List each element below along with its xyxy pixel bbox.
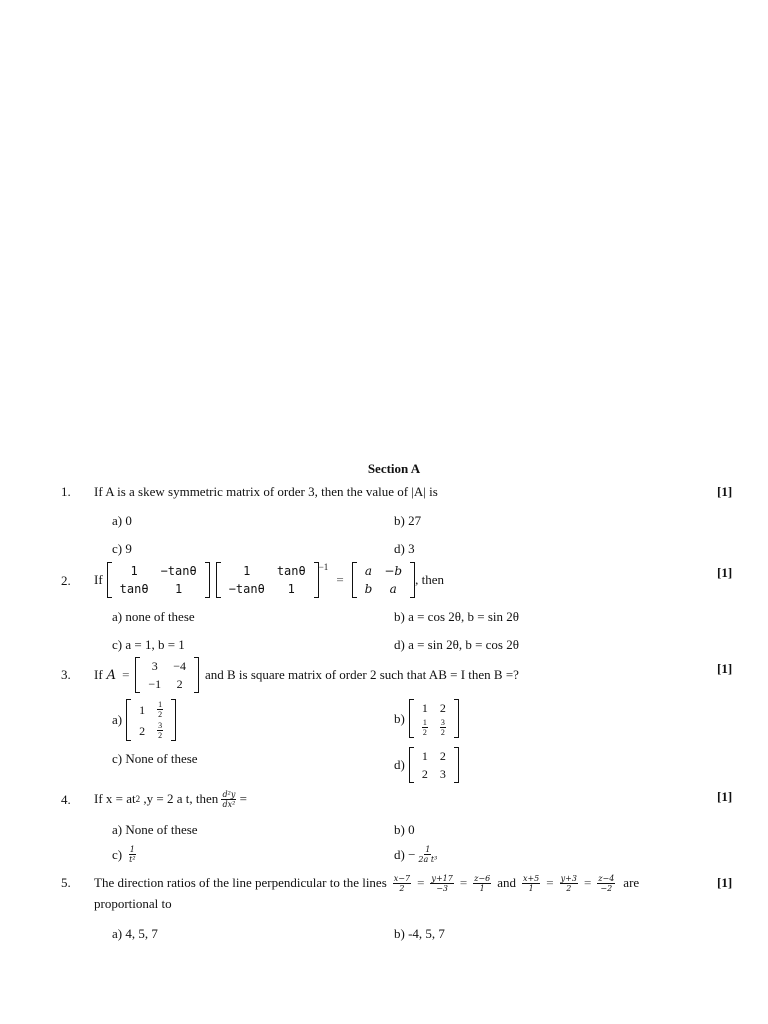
fraction: $\frac{z-4}{-2}$ <box>598 873 615 893</box>
fraction: $\frac{x+5}{1}$ <box>522 873 540 893</box>
matrix-cell: 1 <box>421 701 428 715</box>
option-matrix <box>409 747 459 783</box>
fraction: $\frac{3}{2}$ <box>158 721 163 740</box>
equals: = <box>583 875 592 890</box>
matrix-cell: 3 <box>151 659 158 673</box>
fraction: $\frac{1}{\text{2a t³}}$ <box>418 845 438 864</box>
matrix-cell: 1 <box>139 702 146 717</box>
question-3-matrix <box>135 657 199 693</box>
question-4-option-b[interactable]: b) 0 <box>394 822 415 837</box>
question-3-number: 3. <box>61 667 71 682</box>
matrix-cell: tanθ <box>119 582 149 596</box>
question-1-option-d[interactable]: d) 3 <box>394 541 415 556</box>
question-4-option-d[interactable] <box>394 845 438 864</box>
question-5-are: are <box>623 875 640 890</box>
option-label: d) <box>394 757 405 772</box>
equals: = <box>459 875 468 890</box>
question-3-equals: = <box>122 667 130 682</box>
question-3-marks: [1] <box>717 661 733 676</box>
question-2-option-a[interactable]: a) none of these <box>112 609 195 624</box>
option-label: a) <box>112 712 123 727</box>
question-2-matrix-2 <box>216 562 319 598</box>
matrix-cell: −tanθ <box>228 582 265 596</box>
question-5-option-b[interactable]: b) -4, 5, 7 <box>394 926 445 941</box>
question-1-option-b[interactable]: b) 27 <box>394 513 422 528</box>
matrix-cell: 2 <box>439 749 446 763</box>
section-title: Section A <box>367 461 421 476</box>
matrix-cell: tanθ <box>276 564 306 578</box>
matrix-cell: 2 <box>139 723 146 738</box>
question-3-text: and B is square matrix of order 2 such that AB = I then B =? <box>204 667 519 682</box>
fraction: $\frac{y+3}{2}$ <box>560 873 577 893</box>
matrix-cell: 2 <box>421 767 428 781</box>
question-3-expression <box>94 655 519 695</box>
question-1-number: 1. <box>61 484 71 499</box>
question-5-number: 5. <box>61 875 71 890</box>
option-matrix <box>126 699 176 741</box>
question-2-then: , then <box>415 572 444 587</box>
matrix-cell: −4 <box>173 659 186 673</box>
question-1-option-c[interactable]: c) 9 <box>112 541 132 556</box>
question-5-line-2: proportional to <box>94 896 172 911</box>
matrix-cell: −b <box>384 564 403 578</box>
question-5-option-a[interactable]: a) 4, 5, 7 <box>112 926 158 941</box>
matrix-cell: −tanθ <box>160 564 197 578</box>
question-2-option-c[interactable]: c) a = 1, b = 1 <box>112 637 185 652</box>
question-3-if: If <box>94 667 103 682</box>
question-2-if: If <box>94 572 103 587</box>
derivative-fraction: $\frac{\text{d²y}}{\text{dx²}}$ <box>222 789 236 809</box>
question-2-marks: [1] <box>717 565 733 580</box>
question-3-option-c[interactable]: c) None of these <box>112 751 198 766</box>
question-4-option-c[interactable] <box>112 845 137 864</box>
question-4-marks: [1] <box>717 789 733 804</box>
fraction: $\frac{3}{2}$ <box>440 718 445 737</box>
matrix-cell: 2 <box>439 701 446 715</box>
matrix-cell: 1 <box>175 582 183 596</box>
option-label: d) − <box>394 846 416 862</box>
matrix-cell: 3 <box>439 767 446 781</box>
question-5-text <box>94 869 639 897</box>
matrix-cell: 1 <box>243 564 251 578</box>
question-2-inverse-exponent: −1 <box>318 562 329 572</box>
question-5-lead: The direction ratios of the line perpendicular to the lines <box>94 875 387 890</box>
option-label: b) <box>394 710 405 726</box>
matrix-cell: 1 <box>130 564 138 578</box>
question-4-text <box>94 785 247 813</box>
matrix-cell: a <box>364 564 373 578</box>
question-2-option-b[interactable]: b) a = cos 2θ, b = sin 2θ <box>394 609 519 624</box>
matrix-cell: 1 <box>421 749 428 763</box>
question-2-expression <box>94 560 444 600</box>
question-3-option-b[interactable] <box>394 699 459 738</box>
fraction: $\frac{y+17}{-3}$ <box>431 873 453 893</box>
question-2-matrix-1 <box>107 562 210 598</box>
question-2-option-d[interactable]: d) a = sin 2θ, b = cos 2θ <box>394 637 519 652</box>
equals: = <box>417 875 425 890</box>
question-5-marks: [1] <box>717 875 733 890</box>
equals: = <box>546 875 554 890</box>
matrix-cell: −1 <box>148 677 162 691</box>
question-3-matrix-name: A <box>106 667 117 683</box>
fraction: $\frac{x-7}{2}$ <box>393 873 411 893</box>
question-4-number: 4. <box>61 792 71 807</box>
option-label: c) <box>112 846 123 862</box>
matrix-cell: b <box>364 582 373 596</box>
question-3-option-d[interactable] <box>394 747 459 783</box>
question-4-option-a[interactable]: a) None of these <box>112 822 198 837</box>
question-1-text: If A is a skew symmetric matrix of order 3, then the value of |A| is <box>94 484 438 499</box>
question-1-marks: [1] <box>717 484 733 499</box>
question-4-text-a: If x = at <box>94 791 136 806</box>
question-5-and: and <box>497 875 516 890</box>
option-matrix <box>409 699 459 738</box>
question-2-matrix-3 <box>352 562 415 598</box>
fraction: $\frac{1}{2}$ <box>422 718 427 737</box>
question-4-text-b: ,y = 2 a t, then <box>140 791 222 806</box>
fraction: $\frac{z-6}{1}$ <box>474 873 491 893</box>
fraction: $\frac{1}{2}$ <box>158 700 163 719</box>
question-2-equals: = <box>336 572 344 587</box>
question-4-equals: = <box>236 791 247 806</box>
matrix-cell: 2 <box>176 677 183 691</box>
matrix-cell: 1 <box>287 582 295 596</box>
question-1-option-a[interactable]: a) 0 <box>112 513 132 528</box>
matrix-cell: a <box>389 582 397 596</box>
question-2-number: 2. <box>61 573 71 588</box>
question-3-option-a[interactable] <box>112 699 176 741</box>
superscript: 2 <box>135 794 141 804</box>
fraction: $\frac{1}{\text{t²}}$ <box>129 845 136 864</box>
